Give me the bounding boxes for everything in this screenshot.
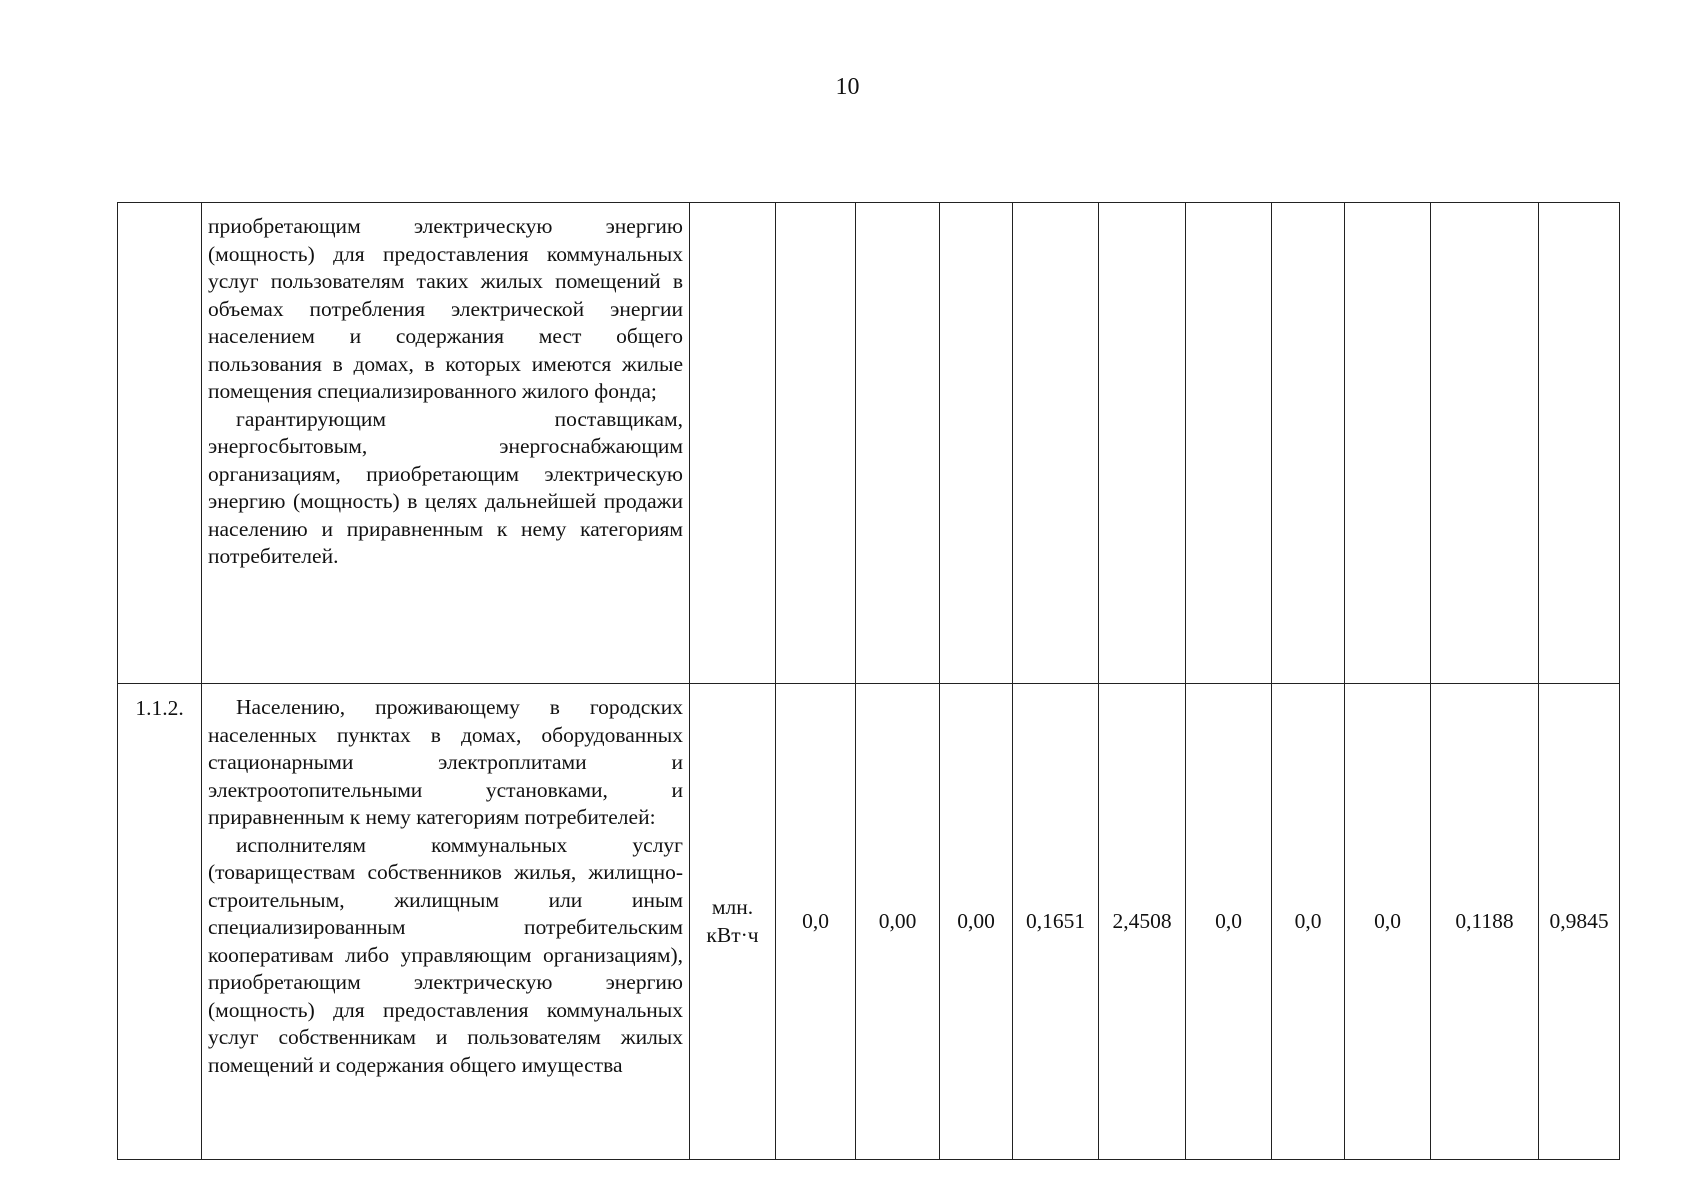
value-cell: 0,0: [1186, 684, 1272, 1160]
value-cell: 0,0: [1345, 684, 1431, 1160]
value-cell: [940, 203, 1013, 684]
value-cell: 0,0: [1272, 684, 1345, 1160]
unit-cell: млн. кВт·ч: [690, 684, 776, 1160]
value-cell: 2,4508: [1099, 684, 1186, 1160]
unit-cell: [690, 203, 776, 684]
value-cell: [776, 203, 856, 684]
row-number-cell: 1.1.2.: [118, 684, 202, 1160]
description-paragraph: гарантирующим поставщикам, энергосбытовым, энергоснабжающим организациям, приобретающим электрическую энергию (мощность) в целях дальнейшей продажи населению и приравненным к нему категориям потребителей.: [208, 406, 683, 568]
value-cell: 0,9845: [1539, 684, 1620, 1160]
value-cell: [1013, 203, 1099, 684]
tariff-table: [117, 202, 1620, 1160]
table-row: [118, 203, 1620, 684]
table-row: [118, 684, 1620, 1160]
value-cell: [1099, 203, 1186, 684]
value-cell: [1272, 203, 1345, 684]
description-paragraph: приобретающим электрическую энергию (мощность) для предоставления коммунальных услуг пользователям таких жилых помещений в объемах потребления электрической энергии населением и содержания мест общего пользования в домах, в которых имеются жилые помещения специализированного жилого фонда;: [208, 214, 683, 403]
value-cell: [1186, 203, 1272, 684]
description-paragraph: Населению, проживающему в городских населенных пунктах в домах, оборудованных стационарными электроплитами и электроотопительными установками, и приравненным к нему категориям потребителей:: [208, 695, 683, 829]
value-cell: 0,00: [940, 684, 1013, 1160]
description-cell: [202, 684, 690, 1160]
value-cell: [856, 203, 940, 684]
value-cell: 0,00: [856, 684, 940, 1160]
page-number: 10: [835, 74, 860, 100]
value-cell: 0,0: [776, 684, 856, 1160]
value-cell: 0,1188: [1431, 684, 1539, 1160]
value-cell: [1345, 203, 1431, 684]
value-cell: [1539, 203, 1620, 684]
value-cell: [1431, 203, 1539, 684]
row-number-cell: [118, 203, 202, 684]
description-cell: [202, 203, 690, 684]
description-paragraph: исполнителям коммунальных услуг (товариществам собственников жилья, жилищно-строительным, жилищным или иным специализированным потребительским кооперативам либо управляющим организациям), приобретающим электрическую энергию (мощность) для предоставления коммунальных услуг собственникам и пользователям жилых помещений и содержания общего имущества: [208, 832, 683, 1077]
value-cell: 0,1651: [1013, 684, 1099, 1160]
